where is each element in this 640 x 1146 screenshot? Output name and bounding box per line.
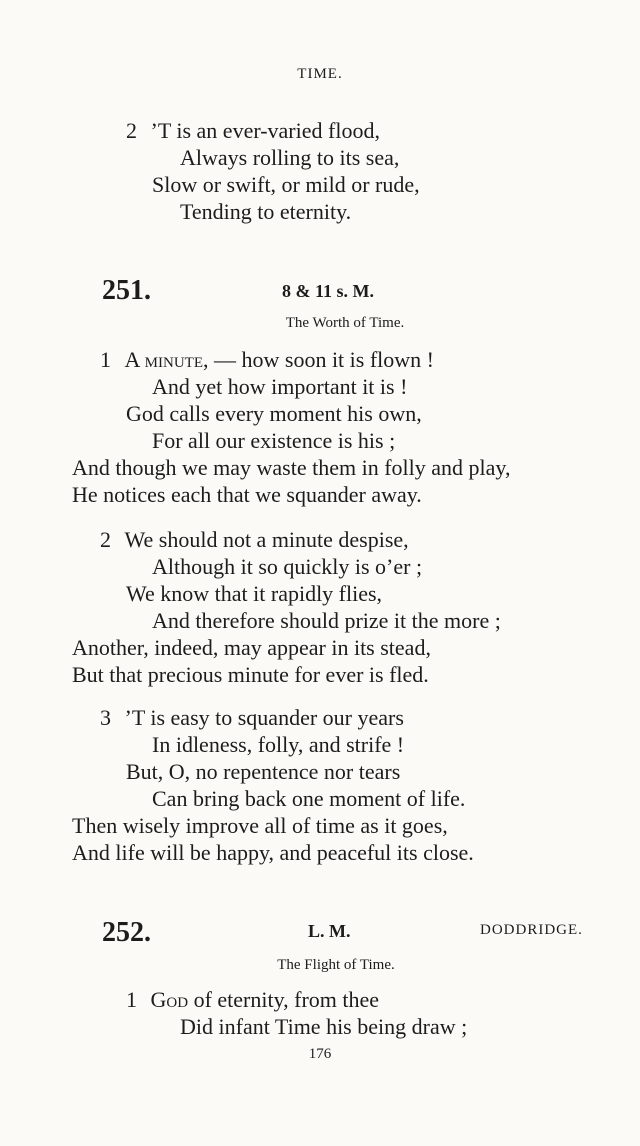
verse-line [126,118,380,144]
verse-text: ’T is an ever-varied flood, [150,118,380,143]
hymn-title: The Flight of Time. [277,957,395,973]
verse-first-word: God [150,987,189,1012]
verse-line: Tending to eternity. [180,199,352,224]
verse-line: But, O, no repentence nor tears [126,759,401,784]
verse-line: Slow or swift, or mild or rude, [152,172,420,197]
page-number: 176 [308,1046,332,1062]
verse-text: — how soon it is flown ! [208,347,434,372]
verse-line: And life will be happy, and peaceful its close. [72,840,474,865]
verse-first-word: A minute, [124,347,209,372]
hymn-meter: 8 & 11 s. M. [282,281,374,301]
verse-number: 2 [100,527,111,552]
running-head: TIME. [297,66,343,82]
hymn-number: 252. [102,917,151,948]
verse-number: 1 [126,987,137,1012]
verse-line [100,705,404,731]
hymn-number: 251. [102,275,151,306]
verse-line [126,987,379,1013]
hymn-meter: L. M. [308,921,351,941]
verse-line: God calls every moment his own, [126,401,422,426]
verse-line [100,527,409,553]
verse-line: And therefore should prize it the more ; [152,608,501,633]
verse-text: of eternity, from thee [188,987,380,1012]
verse-line: Always rolling to its sea, [180,145,400,170]
verse-line: And yet how important it is ! [152,374,408,399]
verse-line: Did infant Time his being draw ; [180,1014,468,1039]
hymn-title: The Worth of Time. [285,315,405,331]
verse-number: 1 [100,347,111,372]
verse-number: 2 [126,118,137,143]
verse-line: In idleness, folly, and strife ! [152,732,405,757]
verse-line: Although it so quickly is o’er ; [152,554,423,579]
verse-line: We know that it rapidly flies, [126,581,383,606]
verse-line: For all our existence is his ; [152,428,396,453]
verse-text: We should not a minute despise, [124,527,409,552]
verse-line: He notices each that we squander away. [72,482,422,507]
verse-line: And though we may waste them in folly and play, [72,455,511,480]
verse-number: 3 [100,705,111,730]
verse-line: Another, indeed, may appear in its stead, [72,635,431,660]
verse-line [100,347,434,373]
verse-line: Then wisely improve all of time as it goes, [72,813,448,838]
verse-line: But that precious minute for ever is fled. [72,662,429,687]
verse-text: ’T is easy to squander our years [124,705,404,730]
verse-line: Can bring back one moment of life. [152,786,466,811]
hymn-author: DODDRIDGE. [480,922,583,938]
